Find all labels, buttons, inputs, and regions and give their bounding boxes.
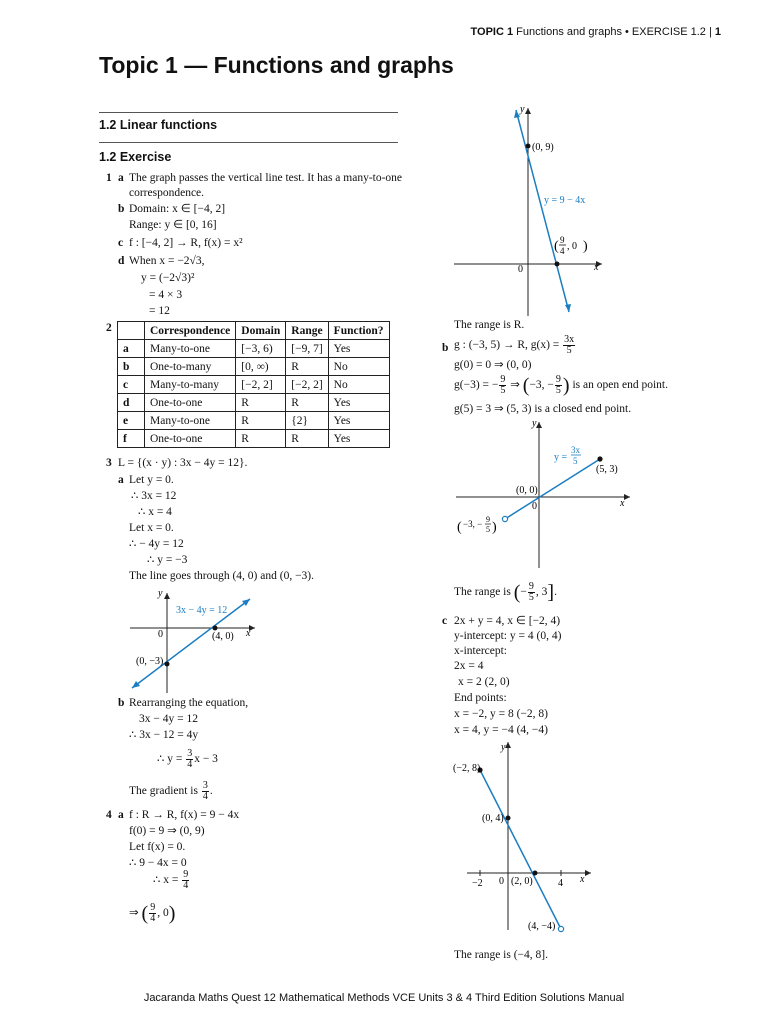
q4c-line2: y-intercept: y = 4 (0, 4) xyxy=(454,630,562,642)
x-axis-arrow xyxy=(624,494,630,500)
table-cell: No xyxy=(328,376,389,394)
fraction-denominator: 5 xyxy=(528,591,534,603)
minus-sign: − xyxy=(520,586,527,598)
table-cell: One-to-one xyxy=(145,394,236,412)
x-axis-label: x xyxy=(580,874,585,885)
table-row xyxy=(118,358,390,376)
open-end-point xyxy=(558,926,563,931)
q1d-line1: When x = −2√3, xyxy=(129,255,205,267)
fraction-numerator: 9 xyxy=(500,373,506,385)
q4a-line2: f(0) = 9 ⇒ (0, 9) xyxy=(129,825,205,837)
q1a-label: a xyxy=(118,172,124,184)
y-axis-arrow xyxy=(536,422,542,428)
origin-label: 0 xyxy=(499,876,504,887)
q4b-open-end: is an open end point. xyxy=(569,379,668,391)
fraction xyxy=(186,749,193,770)
point-label: , 0 xyxy=(567,241,577,252)
q4-number: 4 xyxy=(106,809,112,821)
x-axis-label: x xyxy=(620,498,625,509)
x-axis-arrow xyxy=(585,870,591,876)
exercise-heading: 1.2 Exercise xyxy=(99,150,172,164)
page-title: Topic 1 — Functions and graphs xyxy=(99,52,454,78)
fraction-numerator: 9 xyxy=(150,901,156,913)
q3a-label: a xyxy=(118,474,124,486)
q4a-line5 xyxy=(153,868,190,892)
intercept-point xyxy=(533,871,538,876)
q3b-x-term: x − 3 xyxy=(194,753,218,765)
table-cell: Yes xyxy=(328,412,389,430)
close-paren: ) xyxy=(562,374,570,397)
table-cell: [−2, 2] xyxy=(286,376,328,394)
q4b-line2: g(0) = 0 ⇒ (0, 0) xyxy=(454,359,532,371)
q3a-line5: ∴ − 4y = 12 xyxy=(129,538,184,550)
q4b-range xyxy=(454,579,557,605)
point-label: (2, 0) xyxy=(511,876,533,887)
point-label: −3, − xyxy=(463,519,483,529)
q4a-x-equals: ∴ x = xyxy=(153,874,182,886)
q3b-line2: 3x − 4y = 12 xyxy=(139,713,198,725)
q4c-line8: x = 4, y = −4 (4, −4) xyxy=(454,724,548,736)
q3b-line3: ∴ 3x − 12 = 4y xyxy=(129,729,199,741)
point-label: (−2, 8) xyxy=(453,763,481,774)
fraction-denominator: 5 xyxy=(566,344,572,356)
period: . xyxy=(209,785,213,797)
implies-symbol: ⇒ xyxy=(129,907,142,919)
period: . xyxy=(554,586,557,598)
table-cell: [−9, 7] xyxy=(286,340,328,358)
table-header-cell: Domain xyxy=(236,322,286,340)
q1d-label: d xyxy=(118,255,125,267)
q3b-line1: Rearranging the equation, xyxy=(129,697,249,709)
table-cell: Many-to-many xyxy=(145,376,236,394)
fraction-denominator: 4 xyxy=(150,912,156,924)
table-cell: [−2, 2] xyxy=(236,376,286,394)
header-topic-label: TOPIC 1 xyxy=(470,26,514,38)
y-axis-label: y xyxy=(501,742,506,753)
table-cell: [−3, 6) xyxy=(236,340,286,358)
table-cell: R xyxy=(236,412,286,430)
q1d-line3: = 4 × 3 xyxy=(149,289,183,301)
q4b-g-def: g : (−3, 5) → R, g(x) = xyxy=(454,339,563,351)
graph-q3a xyxy=(120,585,260,695)
table-cell: No xyxy=(328,358,389,376)
section-heading: 1.2 Linear functions xyxy=(99,118,218,132)
fraction-denominator: 4 xyxy=(187,758,193,770)
table-cell: R xyxy=(286,394,328,412)
point-label: (5, 3) xyxy=(596,464,618,475)
fraction-denominator: 4 xyxy=(202,790,208,802)
q3a-line1: Let y = 0. xyxy=(129,474,174,486)
open-paren: ( xyxy=(513,581,521,604)
table-cell: Yes xyxy=(328,340,389,358)
equation-label: y = 9 − 4x xyxy=(544,195,586,206)
q3a-line4: Let x = 0. xyxy=(129,522,174,534)
q4c-line1: 2x + y = 4, x ∈ [−2, 4) xyxy=(454,615,561,627)
q4c-line3: x-intercept: xyxy=(454,645,508,657)
q1b-domain: Domain: x ∈ [−4, 2] xyxy=(129,203,226,215)
y-axis-arrow xyxy=(164,593,170,599)
q4c-range: The range is (−4, 8]. xyxy=(454,949,548,961)
table-cell: c xyxy=(118,376,145,394)
q4a-line3: Let f(x) = 0. xyxy=(129,841,186,853)
q1d-line4: = 12 xyxy=(149,305,170,317)
y-axis-label: y xyxy=(520,104,525,115)
q2-number: 2 xyxy=(106,322,112,334)
q3b-line5 xyxy=(129,779,213,803)
equation-label: 3x − 4y = 12 xyxy=(176,605,228,616)
header-page-number: 1 xyxy=(711,26,721,38)
fraction xyxy=(563,335,575,356)
q4a-line4: ∴ 9 − 4x = 0 xyxy=(129,857,187,869)
table-cell: R xyxy=(286,358,328,376)
close-paren: ) xyxy=(492,520,497,535)
fraction-numerator: 9 xyxy=(528,580,534,592)
fraction-numerator: 9 xyxy=(555,373,561,385)
section-rule-top xyxy=(99,112,398,113)
fraction-numerator: 9 xyxy=(560,235,565,245)
table-header-row xyxy=(118,322,390,340)
q3a-line2: ∴ 3x = 12 xyxy=(131,490,177,502)
q4b-range-end: , 3 xyxy=(535,586,548,598)
q1b-label: b xyxy=(118,203,125,215)
table-row xyxy=(118,340,390,358)
fraction xyxy=(499,375,506,396)
open-paren: ( xyxy=(554,239,559,254)
q4c-line5: x = 2 (2, 0) xyxy=(458,676,510,688)
table-cell: {2} xyxy=(286,412,328,430)
y-axis-label: y xyxy=(158,588,163,599)
tick-label: −2 xyxy=(472,878,483,889)
q4c-line7: x = −2, y = 8 (−2, 8) xyxy=(454,708,548,720)
q4b-point: −3, − xyxy=(529,379,554,391)
q3b-y-equals: ∴ y = xyxy=(157,753,186,765)
point-label: (0, 4) xyxy=(482,813,504,824)
fraction-denominator: 5 xyxy=(555,384,561,396)
table-row xyxy=(118,394,390,412)
q4a-line6 xyxy=(129,900,175,926)
intercept-point xyxy=(526,144,531,149)
header-separator: | xyxy=(708,26,712,38)
fraction-numerator: 9 xyxy=(486,515,490,524)
table-cell: e xyxy=(118,412,145,430)
table-cell: f xyxy=(118,430,145,448)
q1a-line1: The graph passes the vertical line test. It has a many-to-one xyxy=(129,172,403,184)
q4c-line6: End points: xyxy=(454,692,507,704)
q3b-gradient-text: The gradient is xyxy=(129,785,201,797)
q1c-label: c xyxy=(118,237,124,249)
q1a-line2: correspondence. xyxy=(129,187,205,199)
fraction xyxy=(202,781,209,802)
intercept-point xyxy=(506,816,511,821)
fraction-denominator: 5 xyxy=(573,456,578,466)
table-row xyxy=(118,376,390,394)
q3a-line7: The line goes through (4, 0) and (0, −3). xyxy=(129,570,315,582)
q4b-line4: g(5) = 3 ⇒ (5, 3) is a closed end point. xyxy=(454,403,632,415)
table-cell: Many-to-one xyxy=(145,412,236,430)
intercept-point xyxy=(555,262,560,267)
fraction-denominator: 4 xyxy=(183,879,189,891)
q4a-label: a xyxy=(118,809,124,821)
tick-label: 4 xyxy=(558,878,563,889)
fraction-denominator: 5 xyxy=(500,384,506,396)
section-rule-bottom xyxy=(99,142,398,143)
table-cell: b xyxy=(118,358,145,376)
table-cell: R xyxy=(236,430,286,448)
running-header xyxy=(471,26,721,38)
q3a-line3: ∴ x = 4 xyxy=(138,506,172,518)
table-cell: Yes xyxy=(328,394,389,412)
fraction xyxy=(149,903,156,924)
q4b-g-neg3: g(−3) = − xyxy=(454,379,499,391)
open-paren: ( xyxy=(457,520,462,535)
q1b-range: Range: y ∈ [0, 16] xyxy=(129,219,217,231)
graph-q4a xyxy=(450,104,610,319)
table-cell: R xyxy=(236,394,286,412)
q3-intro: L = {(x · y) : 3x − 4y = 12}. xyxy=(118,457,248,469)
table-cell: One-to-many xyxy=(145,358,236,376)
fraction-denominator: 5 xyxy=(486,525,490,534)
fraction-denominator: 4 xyxy=(560,246,565,256)
origin-label: 0 xyxy=(518,264,523,275)
q4c-label: c xyxy=(442,615,448,627)
page-footer: Jacaranda Maths Quest 12 Mathematical Methods VCE Units 3 & 4 Third Edition Solutions Manual xyxy=(143,992,625,1004)
graph-line xyxy=(480,770,561,929)
open-paren: ( xyxy=(522,374,530,397)
fraction xyxy=(528,582,535,603)
x-axis-label: x xyxy=(594,262,599,273)
q4a-line1: f : R → R, f(x) = 9 − 4x xyxy=(129,809,240,821)
q1c-function: f : [−4, 2] → R, f(x) = x² xyxy=(129,237,243,249)
table-cell: Many-to-one xyxy=(145,340,236,358)
fraction-numerator: 3 xyxy=(187,747,193,759)
x-axis-label: x xyxy=(246,628,251,639)
table-cell: d xyxy=(118,394,145,412)
q1d-line2: y = (−2√3)² xyxy=(141,272,195,284)
fraction-numerator: 9 xyxy=(183,868,189,880)
point-label: (4, −4) xyxy=(528,921,556,932)
table-header-cell xyxy=(118,322,145,340)
fraction-numerator: 3x xyxy=(571,445,580,455)
q3b-label: b xyxy=(118,697,125,709)
point-label: (0, −3) xyxy=(136,656,164,667)
open-end-point xyxy=(502,516,507,521)
implies-symbol: ⇒ xyxy=(507,379,523,391)
graph-q4c xyxy=(445,738,595,938)
y-axis-arrow xyxy=(505,742,511,748)
correspondence-table xyxy=(117,321,390,448)
y-axis-arrow xyxy=(525,108,531,114)
table-header-cell: Correspondence xyxy=(145,322,236,340)
point-label: (0, 0) xyxy=(516,485,538,496)
q3b-line4 xyxy=(157,747,218,771)
equation-label: y = xyxy=(554,452,568,463)
q1-number: 1 xyxy=(106,172,112,184)
table-cell: [0, ∞) xyxy=(236,358,286,376)
fraction-numerator: 3 xyxy=(202,779,208,791)
table-cell: Yes xyxy=(328,430,389,448)
q4c-line4: 2x = 4 xyxy=(454,660,484,672)
close-paren: ) xyxy=(583,239,588,254)
close-paren: ) xyxy=(168,902,176,925)
fraction-numerator: 3x xyxy=(564,333,575,345)
q4a-range: The range is R. xyxy=(454,319,525,331)
table-cell: One-to-one xyxy=(145,430,236,448)
q3-number: 3 xyxy=(106,457,112,469)
table-row xyxy=(118,430,390,448)
table-header-cell: Function? xyxy=(328,322,389,340)
header-topic-text: Functions and graphs • EXERCISE 1.2 xyxy=(513,26,709,38)
table-cell: a xyxy=(118,340,145,358)
fraction xyxy=(182,870,189,891)
point-label: (0, 9) xyxy=(532,142,554,153)
table-row xyxy=(118,412,390,430)
q4b-line3 xyxy=(454,372,668,398)
point-label: (4, 0) xyxy=(212,631,234,642)
origin-label: 0 xyxy=(158,629,163,640)
q4b-line1 xyxy=(454,333,576,357)
q3a-line6: ∴ y = −3 xyxy=(147,554,188,566)
open-paren: ( xyxy=(141,902,149,925)
graph-q4b xyxy=(450,418,640,573)
intercept-point xyxy=(165,662,170,667)
y-axis-label: y xyxy=(532,418,537,429)
q4b-label: b xyxy=(442,342,449,354)
table-header-cell: Range xyxy=(286,322,328,340)
q4b-range-text: The range is xyxy=(454,586,514,598)
intercept-point xyxy=(213,626,218,631)
origin-label: 0 xyxy=(532,501,537,512)
fraction xyxy=(555,375,562,396)
q4a-point-rest: , 0 xyxy=(157,907,169,919)
closed-end-point xyxy=(597,456,602,461)
close-bracket: ] xyxy=(547,581,555,604)
graph-line xyxy=(516,110,569,312)
table-cell: R xyxy=(286,430,328,448)
